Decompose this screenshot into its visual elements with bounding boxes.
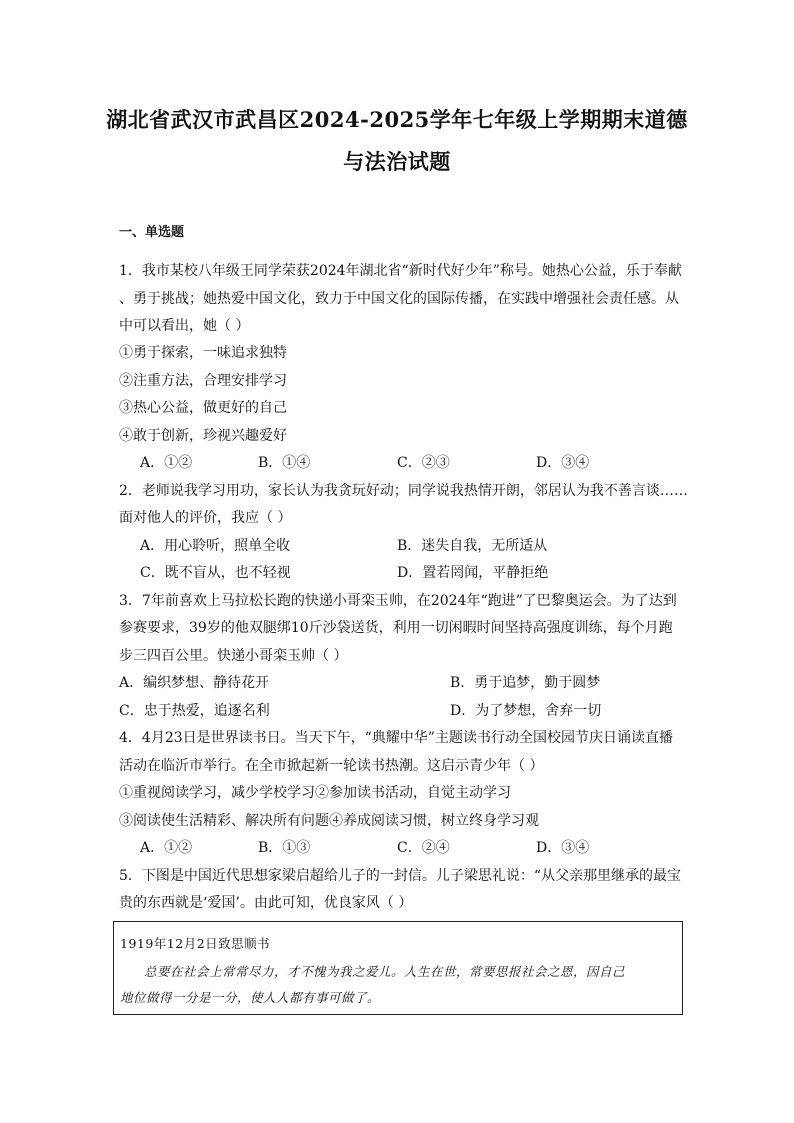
q3-option-b: B．勇于追梦，勤于圆梦 bbox=[450, 675, 601, 691]
q1-statement-3: ③热心公益，做更好的自己 bbox=[119, 400, 287, 416]
section-heading: 一、单选题 bbox=[119, 225, 185, 240]
q1-option-d: D．③④ bbox=[536, 455, 590, 471]
q2-option-a: A．用心聆听，照单全收 bbox=[140, 538, 291, 554]
q1-stem-line-2: 、勇于挑战；她热爱中国文化，致力于中国文化的国际传播，在实践中增强社会责任感。从 bbox=[119, 291, 679, 307]
letter-excerpt-box bbox=[113, 921, 683, 1015]
q4-statements-line-1: ①重视阅读学习，减少学校学习②参加读书活动，自觉主动学习 bbox=[119, 785, 511, 801]
q1-stem-line-1: 1．我市某校八年级王同学荣获2024年湖北省“新时代好少年”称号。她热心公益，乐于奉献 bbox=[119, 263, 682, 279]
q3-option-a: A．编织梦想、静待花开 bbox=[119, 675, 270, 691]
q4-option-c: C．②④ bbox=[397, 840, 450, 856]
q3-stem-line-3: 步三四百公里。快递小哥栾玉帅（ ） bbox=[119, 648, 348, 664]
q1-statement-1: ①勇于探索，一味追求独特 bbox=[119, 345, 287, 361]
q4-option-d: D．③④ bbox=[536, 840, 590, 856]
q1-statement-4: ④敢于创新，珍视兴趣爱好 bbox=[119, 428, 287, 444]
q1-option-a: A．①② bbox=[140, 455, 193, 471]
q4-stem-line-1: 4．4月23日是世界读书日。当天下午，“典耀中华”主题读书行动全国校园节庆日诵读直播 bbox=[119, 730, 673, 746]
q4-option-b: B．①③ bbox=[258, 840, 311, 856]
q5-stem-line-2: 贵的东西就是‘爱国’。由此可知，优良家风（ ） bbox=[119, 895, 413, 911]
q2-stem-line-1: 2．老师说我学习用功，家长认为我贪玩好动；同学说我热情开朗，邻居认为我不善言谈…… bbox=[119, 483, 688, 499]
q4-stem-line-2: 活动在临沂市举行。在全市掀起新一轮读书热潮。这启示青少年（ ） bbox=[119, 758, 544, 774]
q5-stem-line-1: 5．下图是中国近代思想家梁启超给儿子的一封信。儿子梁思礼说：“从父亲那里继承的最宝 bbox=[119, 868, 682, 884]
q2-option-b: B．迷失自我，无所适从 bbox=[397, 538, 548, 554]
letter-text-line-2: 地位做得一分是一分，使人人都有事可做了。 bbox=[120, 990, 381, 1005]
q2-stem-line-2: 面对他人的评价，我应（ ） bbox=[119, 510, 292, 526]
letter-date: 1919年12月2日致思顺书 bbox=[120, 936, 271, 951]
q2-option-d: D．置若罔闻，平静拒绝 bbox=[397, 565, 549, 581]
q1-stem-line-3: 中可以看出，她（ ） bbox=[119, 318, 250, 334]
q3-option-d: D．为了梦想，舍弃一切 bbox=[450, 703, 602, 719]
document-title-line-1: 湖北省武汉市武昌区2024-2025学年七年级上学期期末道德 bbox=[106, 107, 688, 132]
q3-option-c: C．忠于热爱，追逐名利 bbox=[119, 703, 270, 719]
q3-stem-line-1: 3．7年前喜欢上马拉松长跑的快递小哥栾玉帅，在2024年“跑进”了巴黎奥运会。为了达到 bbox=[119, 593, 677, 609]
document-title-line-2: 与法治试题 bbox=[343, 149, 451, 174]
q1-option-c: C．②③ bbox=[397, 455, 450, 471]
q1-statement-2: ②注重方法，合理安排学习 bbox=[119, 373, 287, 389]
q1-option-b: B．①④ bbox=[258, 455, 311, 471]
q4-option-a: A．①② bbox=[140, 840, 193, 856]
q2-option-c: C．既不盲从，也不轻视 bbox=[140, 565, 291, 581]
q3-stem-line-2: 参赛要求，39岁的他双腿绑10斤沙袋送货，利用一切闲暇时间坚持高强度训练，每个月跑 bbox=[119, 620, 673, 636]
q4-statements-line-2: ③阅读使生活精彩、解决所有问题④养成阅读习惯，树立终身学习观 bbox=[119, 813, 539, 829]
letter-text-line-1: 总要在社会上常常尽力，才不愧为我之爱儿。人生在世，常要思报社会之恩，因自己 bbox=[144, 964, 626, 979]
